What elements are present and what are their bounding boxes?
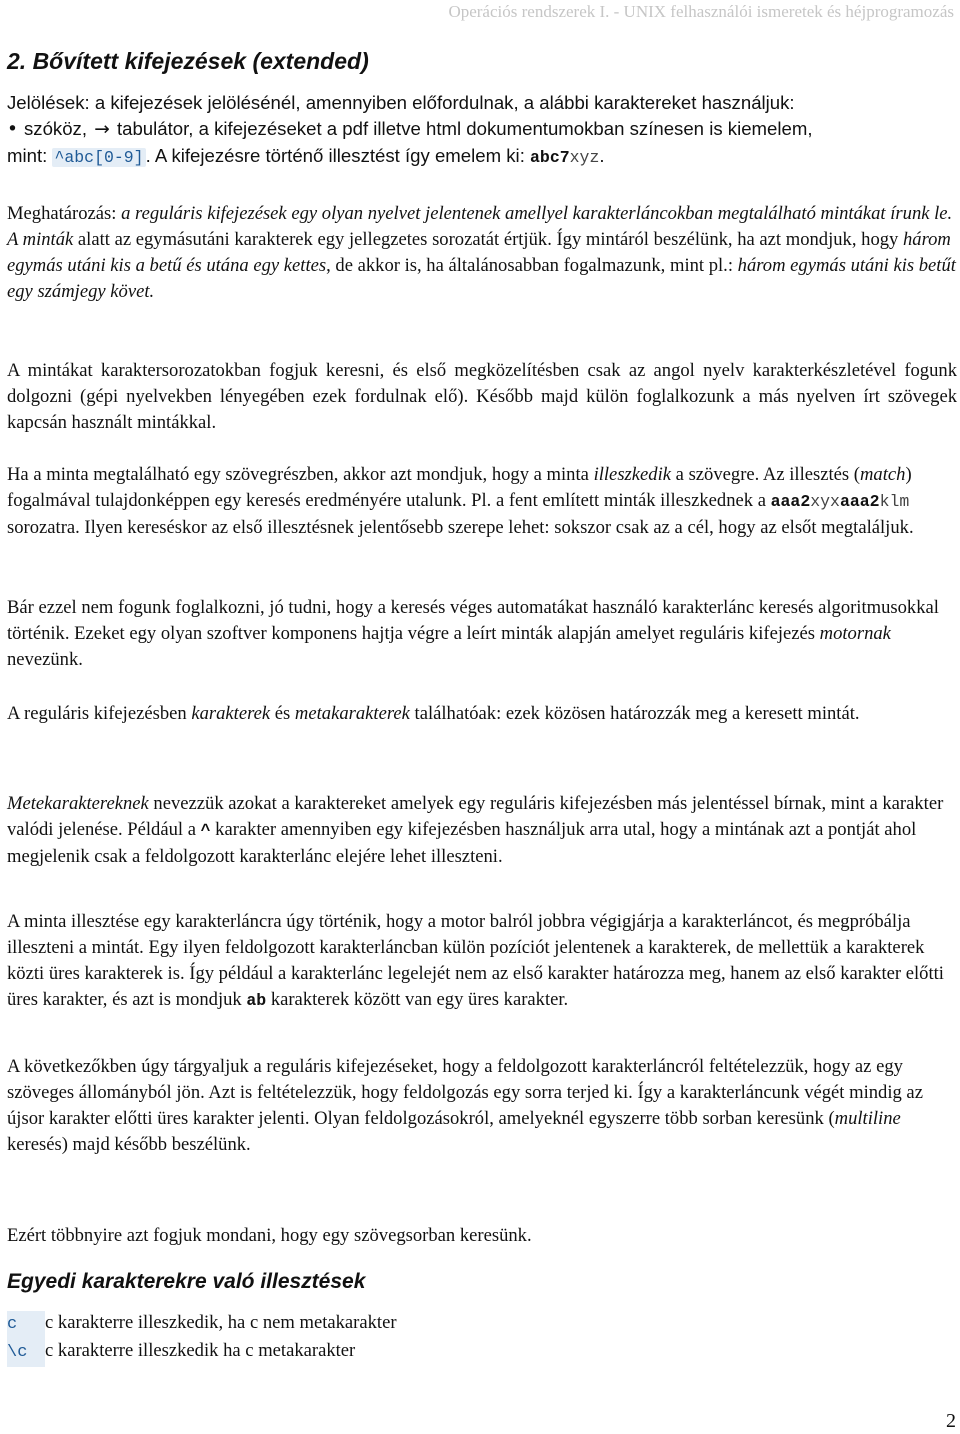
- definition-italic-3: három egymás utáni kis a betű és utána egy kettes: [7, 229, 951, 276]
- definition-row: [7, 1337, 397, 1365]
- example-regex: ^abc[0-9]: [54, 148, 144, 167]
- paragraph-summary: Ezért többnyire azt fogjuk mondani, hogy egy szövegsorban keresünk.: [7, 1225, 532, 1246]
- match-text-a: Ha a minta megtalálható egy szövegrészben, akkor azt mondjuk, hogy a minta: [7, 464, 594, 485]
- lines-text-a: A következőkben úgy tárgyaljuk a reguláris kifejezéseket, hogy a feldolgozott karakterláncról feltételezzük, hogy az egy szöveges állományból jön. Azt is feltételezzük, hogy feldolgozás egy sorra terjed ki. Így a karakterláncunk végét mindig az újsor karakter előtti üres karakter jelenti. Olyan feldolgozásokról, amelyeknél egyszerre több sorban keresünk (: [7, 1056, 923, 1129]
- notation-line-2: [7, 116, 957, 143]
- chars-italic-b: karakterek: [191, 703, 271, 724]
- example-string-part-4: klm: [879, 492, 910, 511]
- paragraph-search: A mintákat karaktersorozatokban fogjuk keresni, és első megközelítésben csak az angol nyelv karakterkészletével fogunk dolgozni (gépi nyelvekben lényegében ezek fordulnak elő). Később majd külön foglalkozunk a más nyelven írt szövegek kapcsán használt mintákkal.: [7, 360, 957, 433]
- match-italic-b: illeszkedik: [593, 464, 672, 485]
- definition-italic-5: három egymás utáni kis betűt egy számjegy követ.: [7, 255, 956, 302]
- paragraph-lines: [7, 1054, 957, 1158]
- definition-label: Meghatározás:: [7, 203, 122, 224]
- chars-text-a: A reguláris kifejezésben: [7, 703, 192, 724]
- definition-text: c karakterre illeszkedik ha c metakarakter: [45, 1340, 356, 1361]
- example-string-part-2: xyx: [810, 492, 840, 511]
- page-number: 2: [946, 1410, 956, 1432]
- walk-code: ab: [246, 991, 267, 1010]
- match-text-e: ) fogalmával tulajdonképpen egy keresés eredményére utalunk. Pl. a fent említett minták illeszkednek a: [7, 464, 912, 511]
- paragraph-walk: [7, 909, 957, 1014]
- meta-text-c: karakter amennyiben egy kifejezésben használjuk arra utal, hogy a mintának azt a pontját ahol megjelenik csak a feldolgozott karakterlánc elejére lehet illeszteni.: [7, 819, 917, 867]
- definition-italic-2: A minták: [7, 229, 74, 250]
- match-italic-d: match: [859, 464, 906, 485]
- match-rest: xyz: [569, 148, 600, 167]
- engine-text-a: Bár ezzel nem fogunk foglalkozni, jó tudni, hogy a keresés véges automatákat használó karakterlánc keresés algoritmusokkal történik. Ezeket egy olyan szoftver komponens hajtja végre a leírt minták alapján amelyet reguláris kifejezés: [7, 597, 939, 644]
- match-text-c: a szövegre. Az illesztés (: [671, 464, 860, 485]
- example-string-part-1: aaa2: [770, 492, 811, 511]
- walk-text-a: A minta illesztése egy karakterláncra úgy történik, hogy a motor balról jobbra végigjárja a karakterláncot, és megpróbálja illeszteni a mintát. Egy ilyen feldolgozott karakterláncban külön pozíciót jelentenek a karakterek, de mellettük a karakterek közti üres karakterek is. Így például a karakterlánc legelejét nem az első karakter határozza meg, hanem az első karakter előtti üres karakter, és azt is mondjuk: [7, 911, 944, 1010]
- definition-text-4: , de akkor is, ha általánosabban fogalmazunk, mint pl.:: [326, 255, 738, 276]
- definition-text-2: alatt az egymásutáni karakterek egy jellegzetes sorozatát értjük. Így mintáról beszélünk, ha azt mondjuk, hogy: [73, 229, 903, 250]
- space-label: szóköz,: [23, 118, 88, 139]
- meta-text-b: nevezzük azokat a karaktereket amelyek egy reguláris kifejezésben más jelentéssel bírnak, mint a karakter valódi jelenése. Például a: [7, 793, 944, 840]
- notation-end: .: [599, 145, 605, 166]
- definition-paragraph: [7, 201, 957, 305]
- notation-line-1: Jelölések: a kifejezések jelölésénél, amennyiben előfordulnak, a alábbi karaktereket használjuk:: [7, 92, 795, 113]
- definition-token: c: [7, 1311, 45, 1339]
- paragraph-meta: [7, 791, 957, 870]
- tab-marker-icon: →: [94, 119, 110, 140]
- example-string-part-3: aaa2: [839, 492, 880, 511]
- engine-italic-b: motornak: [819, 623, 891, 644]
- space-marker-icon: •: [7, 119, 18, 140]
- paragraph-match: [7, 462, 957, 541]
- engine-text-c: nevezünk.: [7, 649, 83, 670]
- notation-block: [7, 90, 957, 171]
- paragraph-engine: [7, 595, 957, 673]
- definition-row: [7, 1309, 397, 1337]
- lines-text-c: keresés) majd később beszélünk.: [7, 1134, 251, 1155]
- walk-text-b: karakterek között van egy üres karakter.: [266, 989, 569, 1010]
- match-highlight: abc7: [530, 148, 570, 167]
- notation-line-3: [7, 143, 957, 171]
- match-sentence: . A kifejezésre történő illesztést így emelem ki:: [145, 145, 531, 166]
- chars-text-c: és: [270, 703, 295, 724]
- notation-mint: mint:: [7, 145, 53, 166]
- subsection-title: Egyedi karakterekre való illesztések: [7, 1270, 366, 1293]
- definition-token: \c: [7, 1339, 45, 1367]
- paragraph-chars: [7, 701, 957, 727]
- definition-list: [7, 1309, 397, 1365]
- caret-code: ^: [200, 821, 211, 840]
- running-header: Operációs rendszerek I. - UNIX felhasználói ismeretek és héjprogramozás: [448, 2, 954, 21]
- lines-italic-b: multiline: [834, 1108, 901, 1129]
- definition-italic-1: a reguláris kifejezések egy olyan nyelvet jelentenek amellyel karakterláncokban megtalálható mintákat írunk le.: [121, 203, 953, 224]
- chars-text-e: találhatóak: ezek közösen határozzák meg a keresett mintát.: [409, 703, 860, 724]
- section-title: 2. Bővített kifejezések (extended): [7, 48, 369, 74]
- tab-label: tabulátor, a kifejezéseket a pdf illetve html dokumentumokban színesen is kiemelem,: [116, 118, 813, 139]
- match-text-f: sorozatra. Ilyen kereséskor az első illesztésnek jelentősebb szerepe lehet: sokszor csak az a cél, hogy az elsőt megtaláljuk.: [7, 517, 914, 538]
- definition-text: c karakterre illeszkedik, ha c nem metakarakter: [45, 1312, 397, 1333]
- chars-italic-d: metakarakterek: [294, 703, 410, 724]
- meta-italic-a: Metekaraktereknek: [7, 793, 149, 814]
